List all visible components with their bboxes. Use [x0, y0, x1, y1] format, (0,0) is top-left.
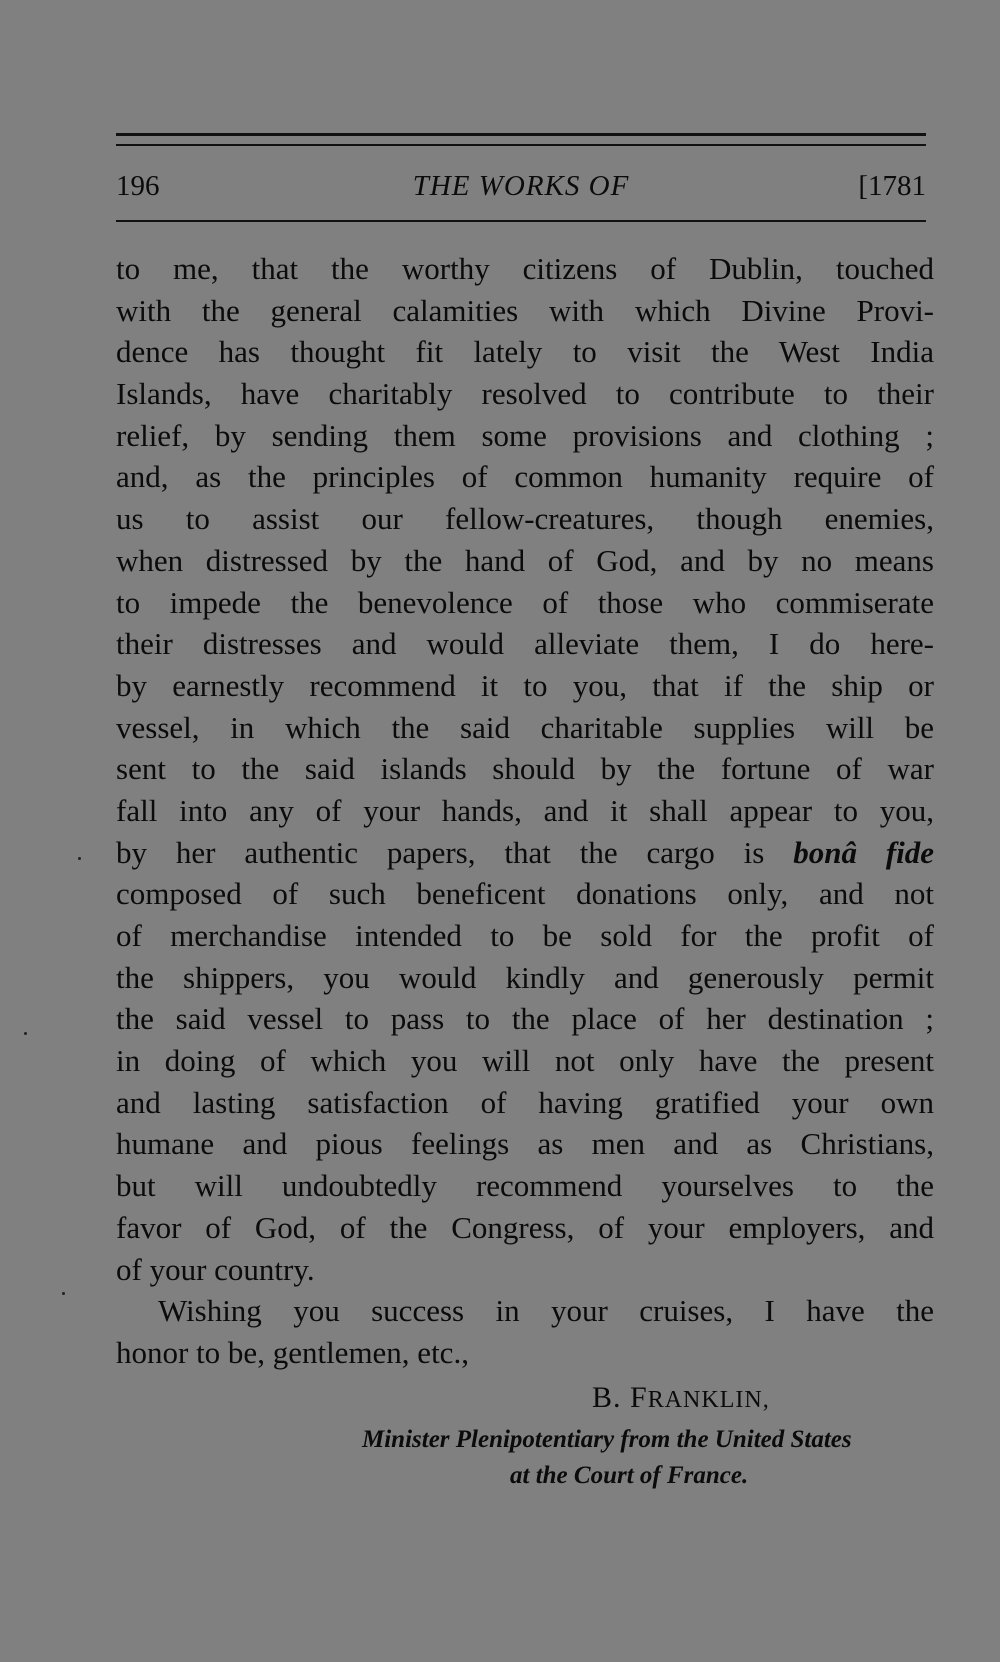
- letter-body: [116, 248, 934, 1374]
- paragraph-end-line: of your country.: [116, 1251, 315, 1287]
- italic-phrase: bonâ fide: [793, 834, 935, 870]
- text-line: the shippers, you would kindly and generously permit: [116, 959, 934, 995]
- header-bottom-rule: [116, 220, 926, 222]
- text-line: and, as the principles of common humanity require of: [116, 459, 934, 495]
- page-number: 196: [116, 170, 160, 202]
- scan-speck: [24, 1032, 27, 1035]
- closing-line: honor to be, gentlemen, etc.,: [116, 1334, 469, 1370]
- signature-title-line: Minister Plenipotentiary from the United States: [362, 1426, 852, 1453]
- text-line: to impede the benevolence of those who commiserate: [116, 584, 934, 620]
- text-line: Islands, have charitably resolved to contribute to their: [116, 376, 934, 412]
- text-line: with the general calamities with which Divine Provi-: [116, 292, 934, 328]
- text-line: composed of such beneficent donations only, and not: [116, 876, 934, 912]
- running-year: [1781: [858, 170, 926, 202]
- text-line: but will undoubtedly recommend yourselves to the: [116, 1168, 934, 1204]
- running-head: [116, 168, 926, 204]
- text-line: of merchandise intended to be sold for the profit of: [116, 918, 934, 953]
- closing-line: Wishing you success in your cruises, I have the: [158, 1293, 934, 1329]
- scan-speck: [62, 1292, 65, 1295]
- header-top-rule: [116, 133, 926, 136]
- signature-title-line: at the Court of France.: [510, 1462, 749, 1489]
- signature-surname: RANKLIN,: [647, 1387, 770, 1413]
- text-line: sent to the said islands should by the fortune of war: [116, 751, 934, 787]
- text-segment: by her authentic papers, that the cargo is: [116, 834, 765, 870]
- text-line: and lasting satisfaction of having gratified your own: [116, 1084, 934, 1120]
- text-line: dence has thought fit lately to visit the West India: [116, 334, 934, 370]
- text-line: by earnestly recommend it to you, that if the ship or: [116, 667, 934, 703]
- text-line: when distressed by the hand of God, and by no means: [116, 542, 934, 578]
- signature-name: [592, 1380, 770, 1418]
- header-second-rule: [116, 144, 926, 146]
- scan-speck: [78, 857, 81, 860]
- running-title: THE WORKS OF: [412, 170, 630, 202]
- text-line-with-italic: [116, 832, 934, 874]
- text-line: in doing of which you will not only have the present: [116, 1043, 934, 1079]
- text-line: relief, by sending them some provisions and clothing ;: [116, 417, 934, 453]
- text-line: favor of God, of the Congress, of your employers, and: [116, 1209, 934, 1245]
- signature-initial: B. F: [592, 1381, 648, 1414]
- text-line: fall into any of your hands, and it shall appear to you,: [116, 792, 934, 828]
- text-line: humane and pious feelings as men and as Christians,: [116, 1126, 934, 1162]
- text-line: the said vessel to pass to the place of her destination ;: [116, 1001, 934, 1037]
- text-line: us to assist our fellow-creatures, though enemies,: [116, 501, 934, 537]
- text-line: vessel, in which the said charitable supplies will be: [116, 709, 934, 745]
- text-line: to me, that the worthy citizens of Dublin, touched: [116, 251, 934, 286]
- text-line: their distresses and would alleviate them, I do here-: [116, 626, 934, 662]
